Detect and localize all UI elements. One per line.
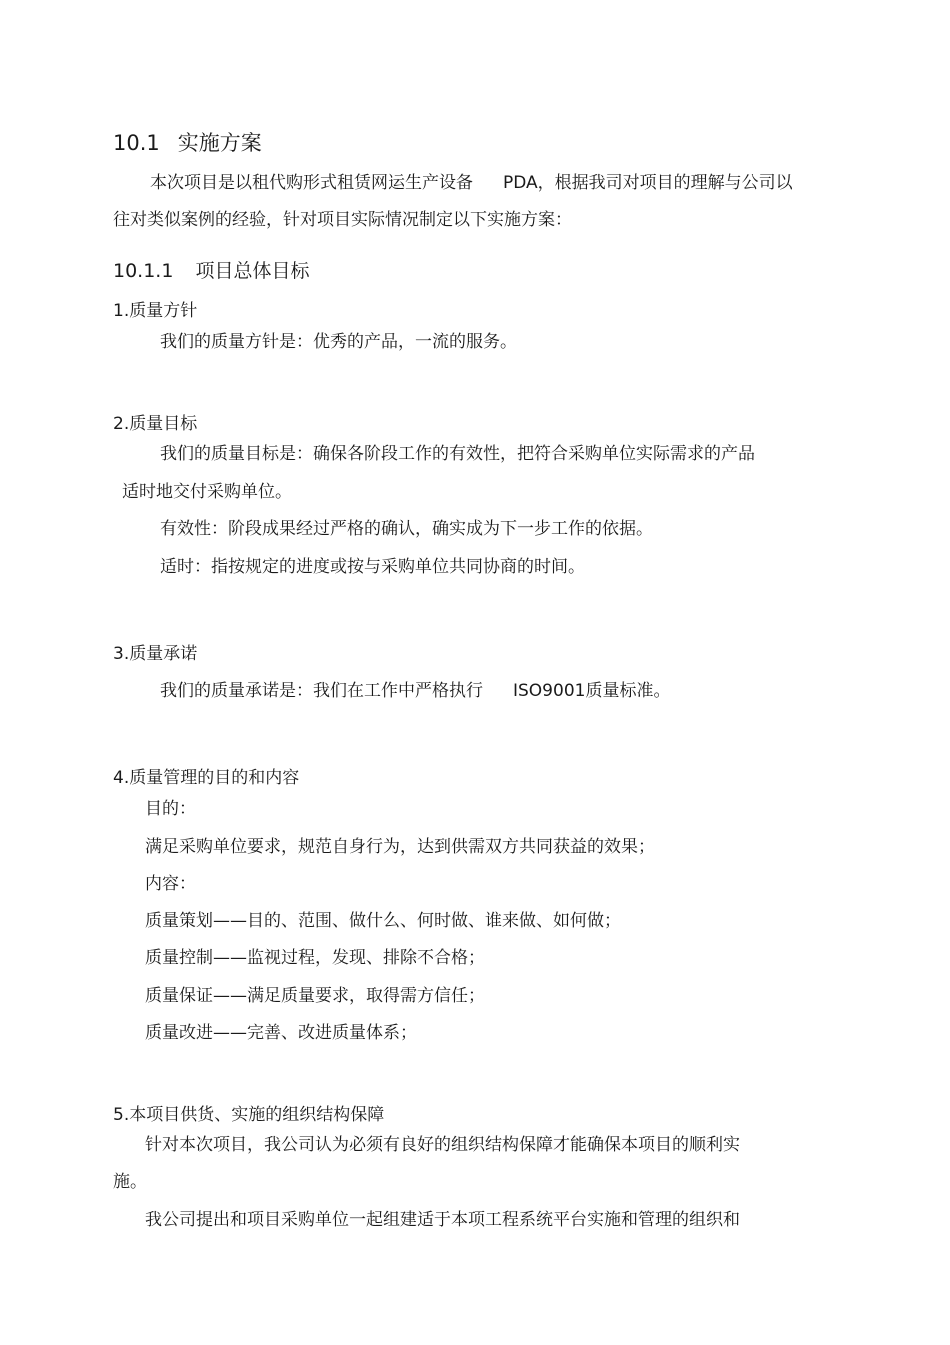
section-heading <box>113 131 262 155</box>
item-line: 我们的质量目标是：确保各阶段工作的有效性，把符合采购单位实际需求的产品 <box>160 444 755 464</box>
intro-line-1: 本次项目是以租代购形式租赁网运生产设备 PDA，根据我司对项目的理解与公司以 <box>150 173 793 193</box>
item-line: 目的： <box>145 799 196 819</box>
item-line: 我公司提出和项目采购单位一起组建适于本项工程系统平台实施和管理的组织和 <box>145 1210 740 1230</box>
item-heading: 2.质量目标 <box>113 414 198 434</box>
item-heading: 4.质量管理的目的和内容 <box>113 768 300 788</box>
item-heading: 5.本项目供货、实施的组织结构保障 <box>113 1105 385 1125</box>
section-number: 10.1 <box>113 131 160 155</box>
item-line: 适时：指按规定的进度或按与采购单位共同协商的时间。 <box>160 557 585 577</box>
item-heading: 3.质量承诺 <box>113 644 198 664</box>
item-line: 质量保证——满足质量要求，取得需方信任； <box>145 986 485 1006</box>
item-line: 适时地交付采购单位。 <box>122 482 292 502</box>
item-heading: 1.质量方针 <box>113 301 198 321</box>
item-line: 有效性：阶段成果经过严格的确认，确实成为下一步工作的依据。 <box>160 519 653 539</box>
item-line: 质量策划——目的、范围、做什么、何时做、谁来做、如何做； <box>145 911 621 931</box>
item-line: 质量改进——完善、改进质量体系； <box>145 1023 417 1043</box>
item-line: 内容： <box>145 874 196 894</box>
subsection-number: 10.1.1 <box>113 260 174 282</box>
item-line: 我们的质量承诺是：我们在工作中严格执行 ISO9001质量标准。 <box>160 681 671 701</box>
item-line: 我们的质量方针是：优秀的产品，一流的服务。 <box>160 332 517 352</box>
subsection-title: 项目总体目标 <box>195 260 310 282</box>
intro-line-2: 往对类似案例的经验，针对项目实际情况制定以下实施方案： <box>113 210 572 230</box>
item-line: 施。 <box>113 1172 147 1192</box>
item-line: 满足采购单位要求，规范自身行为，达到供需双方共同获益的效果； <box>145 837 655 857</box>
item-line: 质量控制——监视过程，发现、排除不合格； <box>145 948 485 968</box>
subsection-heading <box>113 260 309 282</box>
section-title: 实施方案 <box>177 131 262 155</box>
item-line: 针对本次项目，我公司认为必须有良好的组织结构保障才能确保本项目的顺利实 <box>145 1135 740 1155</box>
